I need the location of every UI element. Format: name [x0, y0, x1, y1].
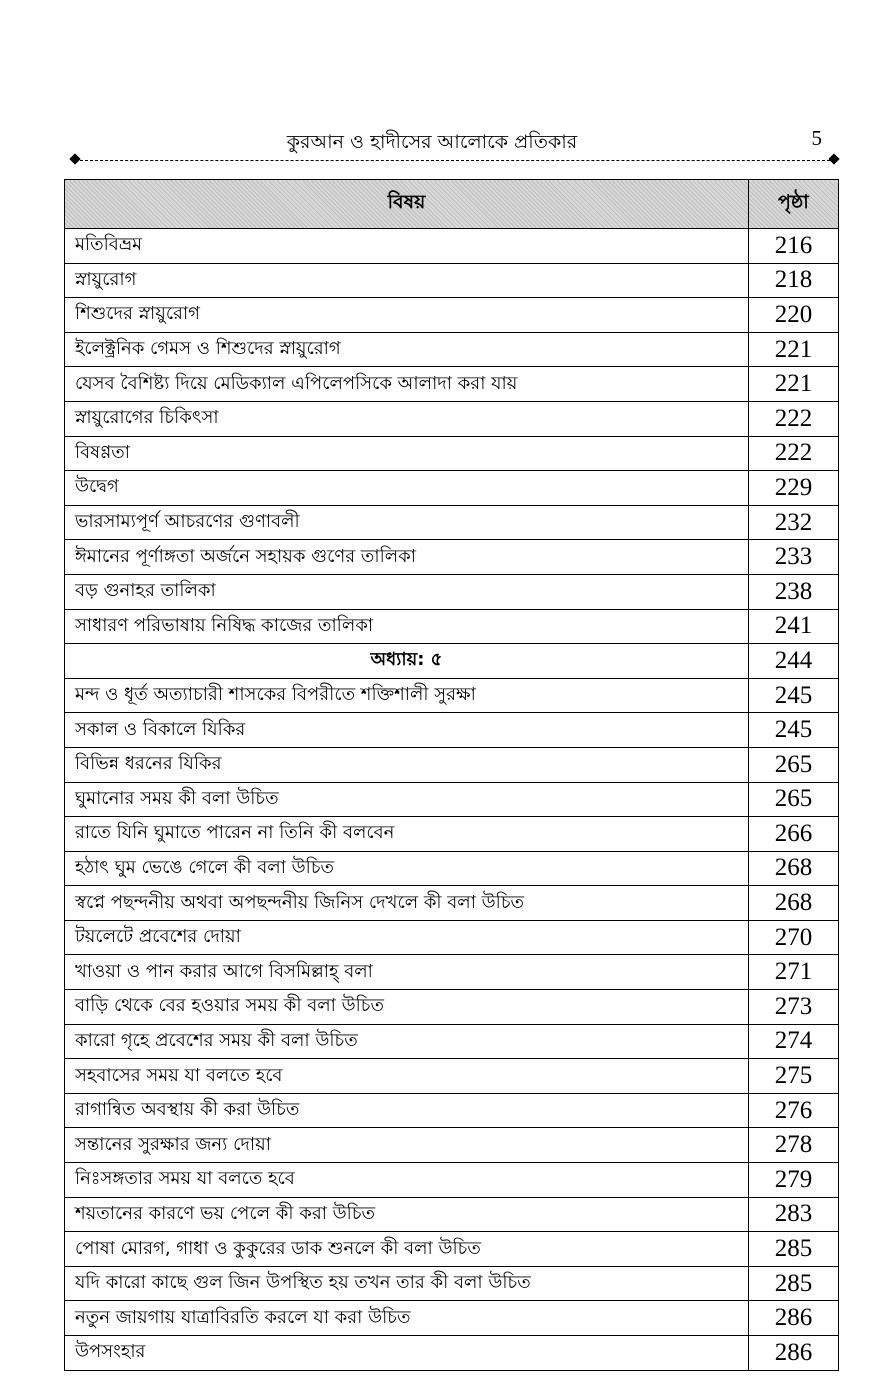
page-cell: 268: [748, 886, 838, 921]
page-cell: 233: [748, 540, 838, 575]
table-header-row: [65, 180, 839, 229]
page-cell: 238: [748, 574, 838, 609]
page-cell: 266: [748, 817, 838, 852]
topic-cell: স্নায়ুরোগ: [65, 263, 749, 298]
page-cell: 244: [748, 644, 838, 679]
topic-cell: বড় গুনাহর তালিকা: [65, 574, 749, 609]
page-column-header: পৃষ্ঠা: [748, 180, 838, 229]
topic-cell: স্বপ্নে পছন্দনীয় অথবা অপছন্দনীয় জিনিস দেখলে কী বলা উচিত: [65, 886, 749, 921]
table-row: [65, 1336, 839, 1371]
table-row: [65, 1024, 839, 1059]
table-row: [65, 1266, 839, 1301]
table-row: [65, 332, 839, 367]
page-cell: 275: [748, 1059, 838, 1094]
topic-cell: বাড়ি থেকে বের হওয়ার সময় কী বলা উচিত: [65, 990, 749, 1025]
table-row: [65, 401, 839, 436]
table-row: [65, 505, 839, 540]
table-row: [65, 1093, 839, 1128]
table-row: [65, 955, 839, 990]
topic-cell: নিঃসঙ্গতার সময় যা বলতে হবে: [65, 1163, 749, 1198]
topic-cell: কারো গৃহে প্রবেশের সময় কী বলা উচিত: [65, 1024, 749, 1059]
topic-cell: সকাল ও বিকালে যিকির: [65, 713, 749, 748]
topic-cell: বিষণ্ণতা: [65, 436, 749, 471]
topic-cell: সাধারণ পরিভাষায় নিষিদ্ধ কাজের তালিকা: [65, 609, 749, 644]
topic-cell: ঘুমানোর সময় কী বলা উচিত: [65, 782, 749, 817]
page-cell: 273: [748, 990, 838, 1025]
table-row: [65, 782, 839, 817]
table-row: [65, 678, 839, 713]
topic-cell: ঈমানের পূর্ণাঙ্গতা অর্জনে সহায়ক গুণের তালিকা: [65, 540, 749, 575]
page-cell: 241: [748, 609, 838, 644]
topic-cell: যেসব বৈশিষ্ট্য দিয়ে মেডিক্যাল এপিলেপসিকে আলাদা করা যায়: [65, 367, 749, 402]
book-title: কুরআন ও হাদীসের আলোকে প্রতিকার: [286, 131, 578, 153]
table-row: [65, 436, 839, 471]
topic-cell: পোষা মোরগ, গাধা ও কুকুরের ডাক শুনলে কী বলা উচিত: [65, 1232, 749, 1267]
topic-cell: মতিবিভ্রম: [65, 229, 749, 264]
topic-cell: মন্দ ও ধূর্ত অত্যাচারী শাসকের বিপরীতে শক্তিশালী সুরক্ষা: [65, 678, 749, 713]
page-cell: 220: [748, 298, 838, 333]
table-row: [65, 367, 839, 402]
topic-cell: সহবাসের সময় যা বলতে হবে: [65, 1059, 749, 1094]
table-row: [65, 920, 839, 955]
table-row: [65, 229, 839, 264]
table-row: [65, 609, 839, 644]
table-row: [65, 574, 839, 609]
topic-column-header: বিষয়: [65, 180, 749, 229]
chapter-heading: অধ্যায়: ৫: [65, 644, 749, 679]
page-cell: 229: [748, 471, 838, 506]
table-row: [65, 1059, 839, 1094]
page-cell: 265: [748, 747, 838, 782]
chapter-row: [65, 644, 839, 679]
page-cell: 222: [748, 401, 838, 436]
page-cell: 216: [748, 229, 838, 264]
page-cell: 218: [748, 263, 838, 298]
contents-table: [64, 179, 839, 1371]
header-rule: [75, 160, 835, 161]
table-row: [65, 990, 839, 1025]
topic-cell: ইলেক্ট্রনিক গেমস ও শিশুদের স্নায়ুরোগ: [65, 332, 749, 367]
topic-cell: টয়লেটে প্রবেশের দোয়া: [65, 920, 749, 955]
table-row: [65, 540, 839, 575]
topic-cell: রাগান্বিত অবস্থায় কী করা উচিত: [65, 1093, 749, 1128]
table-row: [65, 1197, 839, 1232]
topic-cell: বিভিন্ন ধরনের যিকির: [65, 747, 749, 782]
topic-cell: ভারসাম্যপূর্ণ আচরণের গুণাবলী: [65, 505, 749, 540]
page-cell: 286: [748, 1336, 838, 1371]
table-row: [65, 1163, 839, 1198]
page-cell: 221: [748, 332, 838, 367]
page-number: 5: [811, 126, 822, 150]
running-header: [62, 124, 842, 160]
topic-cell: রাতে যিনি ঘুমাতে পারেন না তিনি কী বলবেন: [65, 817, 749, 852]
page-cell: 271: [748, 955, 838, 990]
page-cell: 268: [748, 851, 838, 886]
topic-cell: স্নায়ুরোগের চিকিৎসা: [65, 401, 749, 436]
page-cell: 286: [748, 1301, 838, 1336]
page-cell: 221: [748, 367, 838, 402]
page-cell: 222: [748, 436, 838, 471]
table-row: [65, 1128, 839, 1163]
table-row: [65, 713, 839, 748]
table-row: [65, 747, 839, 782]
page-cell: 245: [748, 678, 838, 713]
page-cell: 274: [748, 1024, 838, 1059]
page-cell: 283: [748, 1197, 838, 1232]
topic-cell: যদি কারো কাছে গুল জিন উপস্থিত হয় তখন তার কী বলা উচিত: [65, 1266, 749, 1301]
topic-cell: খাওয়া ও পান করার আগে বিসমিল্লাহ্ বলা: [65, 955, 749, 990]
table-row: [65, 817, 839, 852]
page-cell: 270: [748, 920, 838, 955]
contents-body: [65, 229, 839, 1371]
table-row: [65, 471, 839, 506]
topic-cell: সন্তানের সুরক্ষার জন্য দোয়া: [65, 1128, 749, 1163]
topic-cell: হঠাৎ ঘুম ভেঙে গেলে কী বলা উচিত: [65, 851, 749, 886]
page-cell: 279: [748, 1163, 838, 1198]
page-cell: 232: [748, 505, 838, 540]
topic-cell: নতুন জায়গায় যাত্রাবিরতি করলে যা করা উচিত: [65, 1301, 749, 1336]
page-cell: 278: [748, 1128, 838, 1163]
page-cell: 265: [748, 782, 838, 817]
topic-cell: উপসংহার: [65, 1336, 749, 1371]
page-cell: 285: [748, 1232, 838, 1267]
page-cell: 285: [748, 1266, 838, 1301]
table-row: [65, 263, 839, 298]
table-row: [65, 298, 839, 333]
table-row: [65, 1301, 839, 1336]
page-cell: 245: [748, 713, 838, 748]
table-row: [65, 886, 839, 921]
topic-cell: শয়তানের কারণে ভয় পেলে কী করা উচিত: [65, 1197, 749, 1232]
page-cell: 276: [748, 1093, 838, 1128]
table-row: [65, 1232, 839, 1267]
topic-cell: উদ্বেগ: [65, 471, 749, 506]
topic-cell: শিশুদের স্নায়ুরোগ: [65, 298, 749, 333]
table-row: [65, 851, 839, 886]
